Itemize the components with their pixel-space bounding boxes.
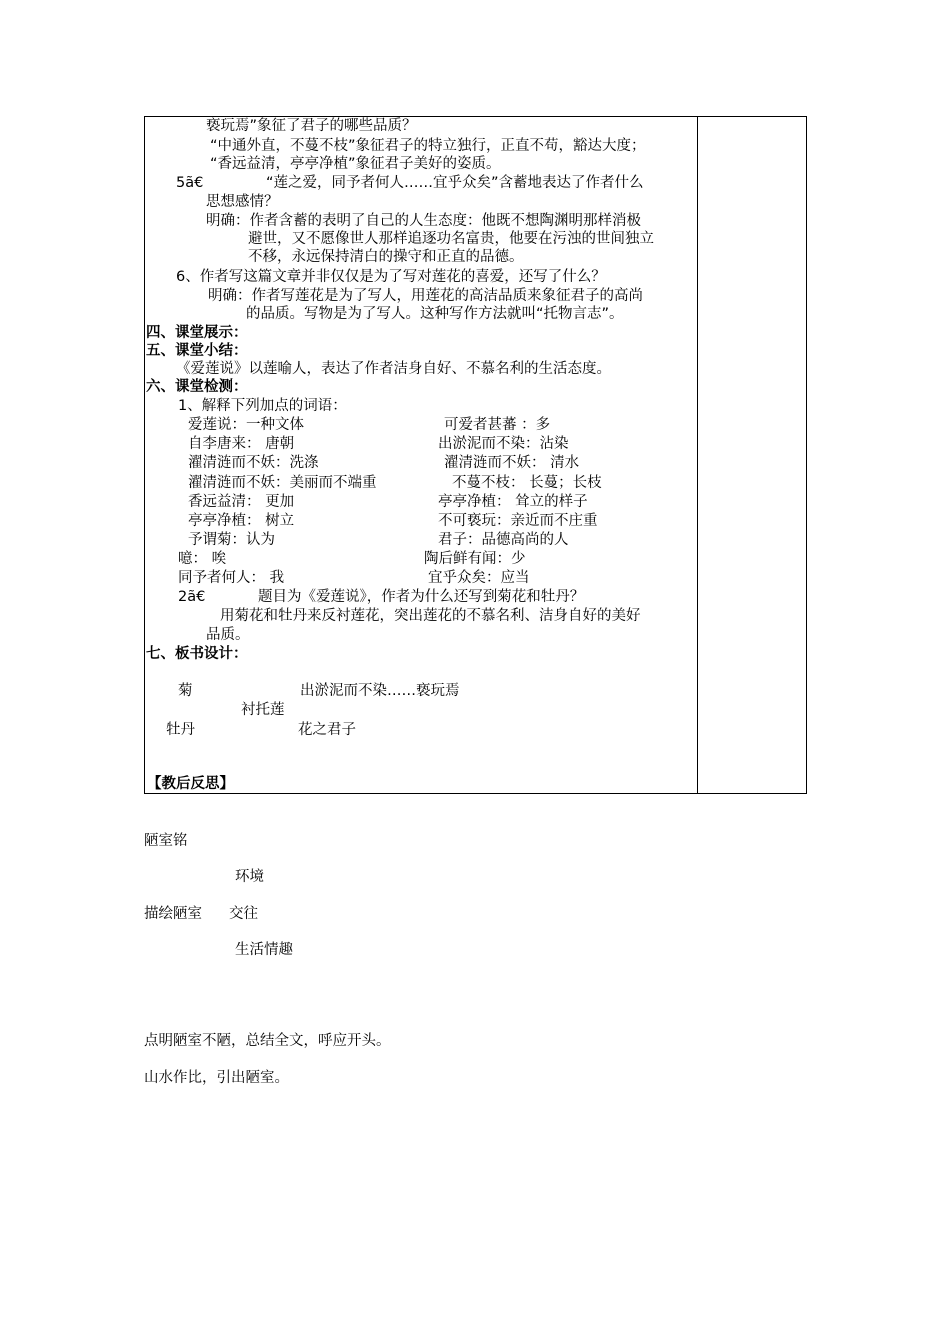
table-column-divider xyxy=(697,116,698,794)
section-heading: 六、课堂检测： xyxy=(146,379,248,395)
text-line: 描绘陋室 xyxy=(144,906,202,922)
text-line: 点明陋室不陋，总结全文，呼应开头。 xyxy=(144,1033,391,1049)
board-item: 菊 xyxy=(178,683,193,699)
vocab-item: 同予者何人： 我 xyxy=(178,570,285,586)
section-heading: 四、课堂展示： xyxy=(146,325,248,341)
vocab-item: 自李唐来： 唐朝 xyxy=(188,436,295,452)
text-line: 山水作比，引出陋室。 xyxy=(144,1070,289,1086)
vocab-item: 噫： 唉 xyxy=(178,551,227,567)
text-line: 避世，又不愿像世人那样追逐功名富贵，他要在污浊的世间独立 xyxy=(248,231,654,247)
vocab-item: 不可亵玩：亲近而不庄重 xyxy=(438,513,598,529)
board-item: 花之君子 xyxy=(298,722,356,738)
vocab-item: 陶后鲜有闻：少 xyxy=(424,551,526,567)
text-line: 《爱莲说》以莲喻人，表达了作者洁身自好、不慕名利的生活态度。 xyxy=(176,361,611,377)
vocab-item: 出淤泥而不染：沾染 xyxy=(438,436,569,452)
board-item: 出淤泥而不染……亵玩焉 xyxy=(300,683,460,699)
vocab-item: 予谓菊：认为 xyxy=(188,532,275,548)
board-item: 牡丹 xyxy=(166,722,195,738)
text-line: 生活情趣 xyxy=(235,942,293,958)
text-line: 不移，永远保持清白的操守和正直的品德。 xyxy=(248,249,524,265)
text-line: “莲之爱，同予者何人……宜乎众矣”含蓄地表达了作者什么 xyxy=(266,175,644,191)
vocab-item: 宜乎众矣：应当 xyxy=(428,570,530,586)
vocab-item: 濯清涟而不妖：洗涤 xyxy=(188,455,319,471)
text-line: 思想感情？ xyxy=(206,194,279,210)
vocab-item: 香远益清： 更加 xyxy=(188,494,295,510)
reflection-heading: 【教后反思】 xyxy=(147,776,234,792)
vocab-item: 濯清涟而不妖： 清水 xyxy=(444,455,580,471)
text-line: 亵玩焉”象征了君子的哪些品质？ xyxy=(206,118,417,134)
vocab-item: 可爱者甚蕃 ：多 xyxy=(444,417,551,433)
text-line: 1、解释下列加点的词语： xyxy=(178,398,347,414)
vocab-item: 亭亭净植： 树立 xyxy=(188,513,295,529)
text-line: 环境 xyxy=(235,869,264,885)
text-line: 品质。 xyxy=(206,627,250,643)
vocab-item: 不蔓不枝： 长蔓；长枝 xyxy=(452,475,602,491)
text-line: “中通外直，不蔓不枝”象征君子的特立独行，正直不苟，豁达大度； xyxy=(210,138,646,154)
question-number: 2ã€ xyxy=(178,589,206,605)
text-line: 的品质。写物是为了写人。这种写作方法就叫“托物言志”。 xyxy=(246,306,624,322)
text-line: 明确：作者含蓄的表明了自己的人生态度：他既不想陶渊明那样消极 xyxy=(206,213,641,229)
vocab-item: 君子：品德高尚的人 xyxy=(438,532,569,548)
vocab-item: 爱莲说：一种文体 xyxy=(188,417,304,433)
text-line: 6、作者写这篇文章并非仅仅是为了写对莲花的喜爱，还写了什么？ xyxy=(176,269,606,285)
board-item: 衬托莲 xyxy=(241,702,285,718)
section-heading: 七、板书设计： xyxy=(146,646,248,662)
text-line: 用菊花和牡丹来反衬莲花，突出莲花的不慕名利、洁身自好的美好 xyxy=(220,608,641,624)
text-line: 题目为《爱莲说》，作者为什么还写到菊花和牡丹？ xyxy=(258,589,585,605)
vocab-item: 亭亭净植： 耸立的样子 xyxy=(438,494,588,510)
question-number: 5ã€ xyxy=(176,175,204,191)
text-line: 陋室铭 xyxy=(144,833,188,849)
section-heading: 五、课堂小结： xyxy=(146,343,248,359)
text-line: “香远益清，亭亭净植”象征君子美好的姿质。 xyxy=(210,156,501,172)
text-line: 明确：作者写莲花是为了写人，用莲花的高洁品质来象征君子的高尚 xyxy=(208,288,643,304)
text-line: 交往 xyxy=(229,906,258,922)
vocab-item: 濯清涟而不妖：美丽而不端重 xyxy=(188,475,377,491)
